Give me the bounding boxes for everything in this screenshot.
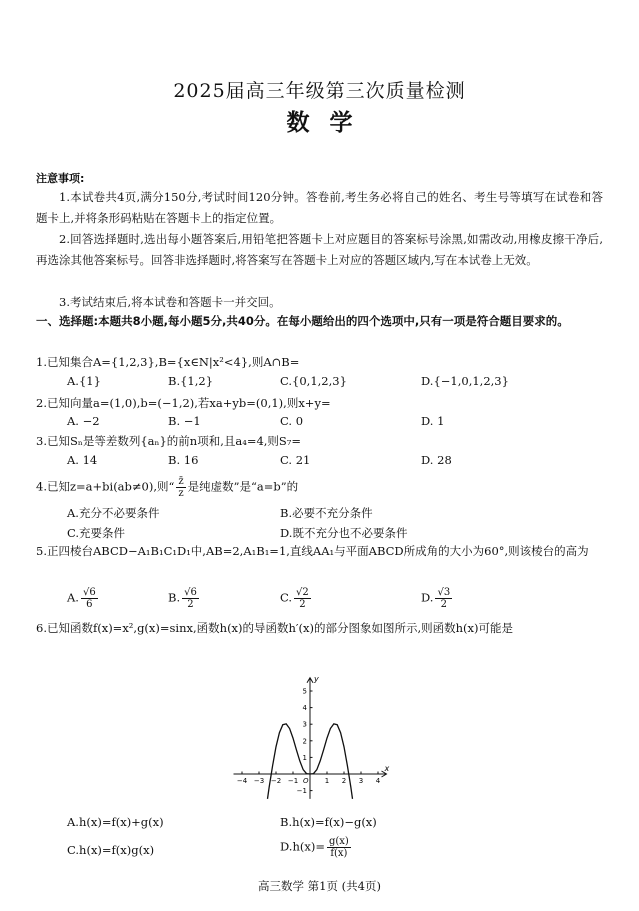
origin-label: O: [303, 777, 309, 785]
question-3-option-c: C. 21: [280, 453, 311, 467]
question-1-option-b: B.{1,2}: [168, 374, 214, 388]
fraction-denominator: 2: [299, 599, 306, 610]
fraction-denominator: f(x): [330, 848, 348, 859]
x-tick-label: −4: [236, 777, 248, 785]
fraction-numerator: √6: [184, 587, 197, 598]
question-1-stem: 1.已知集合A={1,2,3},B={x∈N|x²<4},则A∩B=: [36, 355, 300, 369]
question-3-stem: 3.已知Sₙ是等差数列{aₙ}的前n项和,且a₄=4,则S₇=: [36, 434, 302, 448]
question-5-option-b: [168, 587, 201, 610]
fraction-denominator: 2: [440, 599, 448, 610]
fraction-numerator: g(x): [328, 836, 349, 847]
question-4-option-d: D.既不充分也不必要条件: [280, 526, 408, 540]
fraction-numerator: √6: [82, 587, 96, 598]
note-item-1: 1.本试卷共4页,满分150分,考试时间120分钟。答卷前,考生务必将自己的姓名、考生号等填写在试卷和答题卡上,并将条形码粘贴在答题卡上的指定位置。: [36, 190, 603, 225]
question-3-option-d: D. 28: [421, 453, 452, 467]
option-label: D.h(x)=: [280, 839, 325, 854]
x-tick-label: −3: [253, 777, 265, 785]
question-1-option-c: C.{0,1,2,3}: [280, 374, 347, 388]
y-tick-label: 2: [302, 737, 307, 746]
question-5-option-a: [67, 587, 100, 610]
y-tick-label: −1: [296, 787, 307, 796]
y-tick-label: 4: [302, 704, 307, 713]
question-3-option-b: B. 16: [168, 453, 199, 467]
y-tick-label: 5: [302, 687, 307, 696]
option-label: C.: [280, 590, 293, 605]
question-2-option-d: D. 1: [421, 414, 445, 428]
question-4-stem: [36, 476, 606, 499]
fraction-numerator: √2: [296, 587, 309, 598]
fraction-numerator: √3: [437, 587, 451, 598]
option-label: D.: [421, 590, 434, 605]
fraction-zbar-over-z: [176, 476, 185, 499]
question-6-option-b: B.h(x)=f(x)−g(x): [280, 815, 377, 829]
question-1-option-d: D.{−1,0,1,2,3}: [421, 374, 509, 388]
notes-heading: 注意事项:: [36, 172, 85, 185]
question-6-stem: 6.已知函数f(x)=x²,g(x)=sinx,函数h(x)的导函数h′(x)的部分图象如图所示,则函数h(x)可能是: [36, 621, 514, 635]
question-4-option-b: B.必要不充分条件: [280, 506, 373, 520]
y-axis-label: y: [314, 674, 319, 684]
question-4-option-a: A.充分不必要条件: [67, 506, 160, 520]
x-tick-label: 2: [341, 777, 347, 785]
question-5-option-d: [421, 587, 454, 610]
question-2-stem: 2.已知向量a=(1,0),b=(−1,2),若xa+yb=(0,1),则x+y=: [36, 396, 331, 410]
graph-ticks: [237, 688, 381, 796]
question-6-option-a: A.h(x)=f(x)+g(x): [67, 815, 164, 829]
subject-title: 数学: [286, 109, 373, 136]
fraction-denominator: z: [178, 488, 184, 499]
question-4-stem-pre: 4.已知z=a+bi(ab≠0),则“: [36, 479, 175, 494]
question-1-option-a: A.{1}: [67, 374, 101, 388]
option-fraction: [327, 836, 351, 859]
fraction-denominator: 2: [187, 599, 194, 610]
section-heading: 一、选择题:本题共8小题,每小题5分,共40分。在每小题给出的四个选项中,只有一项是符合题目要求的。: [36, 314, 569, 328]
question-2-option-c: C. 0: [280, 414, 304, 428]
y-tick-label: 1: [302, 753, 307, 762]
y-tick-label: 3: [302, 720, 307, 729]
x-axis-label: x: [384, 764, 390, 773]
fraction-denominator: 6: [86, 599, 93, 610]
question-2-option-b: B. −1: [168, 414, 201, 428]
option-label: A.: [67, 590, 79, 605]
option-fraction: [182, 587, 199, 610]
option-label: B.: [168, 590, 181, 605]
fraction-numerator: z̄: [178, 476, 184, 487]
option-fraction: [294, 587, 311, 610]
question-6-option-d: [280, 836, 353, 859]
question-6-option-c: C.h(x)=f(x)g(x): [67, 843, 155, 857]
x-tick-label: 3: [358, 777, 364, 785]
derivative-graph: [224, 655, 414, 813]
x-tick-label: 1: [324, 777, 330, 785]
x-tick-label: −1: [287, 777, 299, 785]
question-4-stem-post: 是纯虚数”是“a=b”的: [187, 479, 299, 494]
option-fraction: [435, 587, 452, 610]
question-5-option-c: [280, 587, 313, 610]
x-tick-label: 4: [375, 777, 381, 785]
page-footer: 高三数学 第1页 (共4页): [258, 879, 381, 893]
note-item-2: 2.回答选择题时,选出每小题答案后,用铅笔把答题卡上对应题目的答案标号涂黑,如需改动,用橡皮擦干净后,再选涂其他答案标号。回答非选择题时,将答案写在答题卡上对应的答题区域内,写在本试卷上无效。: [36, 232, 603, 267]
question-5-stem: 5.正四棱台ABCD−A₁B₁C₁D₁中,AB=2,A₁B₁=1,直线AA₁与平面ABCD所成角的大小为60°,则该棱台的高为: [36, 544, 589, 558]
option-fraction: [81, 587, 98, 610]
question-3-option-a: A. 14: [67, 453, 98, 467]
x-tick-label: −2: [270, 777, 282, 785]
note-item-3: 3.考试结束后,将本试卷和答题卡一并交回。: [59, 295, 281, 309]
exam-title: 2025届高三年级第三次质量检测: [173, 80, 466, 102]
question-4-option-c: C.充要条件: [67, 526, 126, 540]
question-2-option-a: A. −2: [67, 414, 100, 428]
